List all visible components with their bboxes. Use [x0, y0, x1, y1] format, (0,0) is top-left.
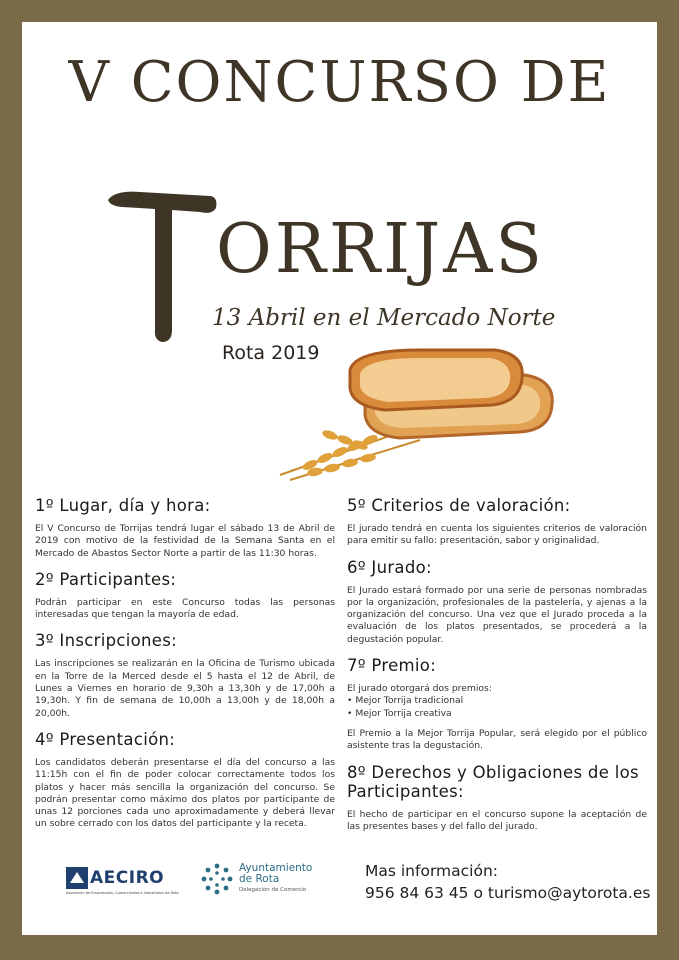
prize-intro: El jurado otorgará dos premios: [347, 683, 492, 695]
ayuntamiento-logo [200, 862, 312, 896]
section-6-heading: 6º Jurado: [347, 557, 432, 577]
prize-list [347, 683, 647, 720]
section-1-body: El V Concurso de Torrijas tendrá lugar el sábado 13 de Abril de 2019 con motivo de la festividad de la Semana Santa en el Mercado de Abastos Sector Norte a partir de las 11:30 horas. [35, 523, 335, 559]
torrija-illustration [270, 340, 570, 490]
aeciro-logo [66, 867, 179, 895]
ayto-line1: Ayuntamiento [239, 861, 313, 874]
big-t-letter [100, 170, 220, 350]
section-6-body: El Jurado estará formado por una serie de personas nombradas por la organización, profesionales de la pastelería, y ajenas a la organización del concurso. Una vez que el Jurado proceda a la evaluación de los platos presentados, se procederá a la degustación popular. [347, 584, 647, 645]
aeciro-icon [66, 867, 88, 889]
bread-icon [350, 350, 552, 438]
prize-item: • Mejor Torrija creativa [347, 707, 452, 719]
title-line-1: V CONCURSO DE [68, 50, 611, 115]
event-year: Rota 2019 [222, 342, 320, 364]
section-5-heading: 5º Criterios de valoración: [347, 496, 571, 515]
section-3-heading: 3º Inscripciones: [35, 631, 177, 651]
section-2-body: Podrán participar en este Concurso todas las personas interesadas que tengan la mayoría de edad. [35, 596, 335, 621]
section-5-body: El jurado tendrá en cuenta los siguientes criterios de valoración para emitir su fallo: presentación, sabor y originalidad. [347, 523, 647, 547]
event-subtitle: 13 Abril en el Mercado Norte [212, 305, 556, 331]
section-4-body: Los candidatos deberán presentarse el día del concurso a las 11:15h con el fin de poder colocar correctamente todos los platos y hacer más sencilla la organización del concurso. Se podrán presentar como máximo dos platos por participante de unas 12 porciones cada uno aproximadamente y deberá llevar un sobre cerrado con los datos del participante y la receta. [35, 756, 335, 830]
info-label: Mas información: [365, 862, 498, 880]
aeciro-name: AECIRO [90, 868, 165, 888]
left-column [35, 496, 335, 841]
ayto-line2: de Rota [239, 872, 280, 885]
section-7-heading: 7º Premio: [347, 656, 437, 676]
section-8-body: El hecho de participar en el concurso supone la aceptación de las presentes bases y del fallo del jurado. [347, 808, 647, 832]
section-1-heading: 1º Lugar, día y hora: [35, 496, 211, 515]
ayto-line3: Delegación de Comercio [239, 886, 307, 893]
section-8-heading: 8º Derechos y Obligaciones de los Participantes: [347, 762, 639, 801]
section-7-body: El Premio a la Mejor Torrija Popular, será elegido por el público asistente tras la degustación. [347, 727, 647, 752]
info-contact: 956 84 63 45 o turismo@aytorota.es [365, 884, 651, 902]
section-2-heading: 2º Participantes: [35, 569, 177, 589]
section-3-body: Las inscripciones se realizarán en la Oficina de Turismo ubicada en la Torre de la Merced desde el 5 hasta el 12 de Abril, de Lunes a Viernes en horario de 9,30h a 13,30h y de 17,00h a 19,30h. Y fin de semana de 10,00h a 13,00h y de 18,00h a 20,00h. [35, 658, 335, 719]
right-column [347, 496, 647, 843]
aeciro-tagline: Asociación de Empresarios, Comerciantes e Industriales de Rota [66, 891, 179, 895]
prize-item: • Mejor Torrija tradicional [347, 695, 464, 707]
ayuntamiento-emblem-icon [200, 862, 234, 896]
title-rest: ORRIJAS [216, 210, 545, 289]
section-4-heading: 4º Presentación: [35, 729, 176, 749]
contact-info [365, 862, 650, 902]
